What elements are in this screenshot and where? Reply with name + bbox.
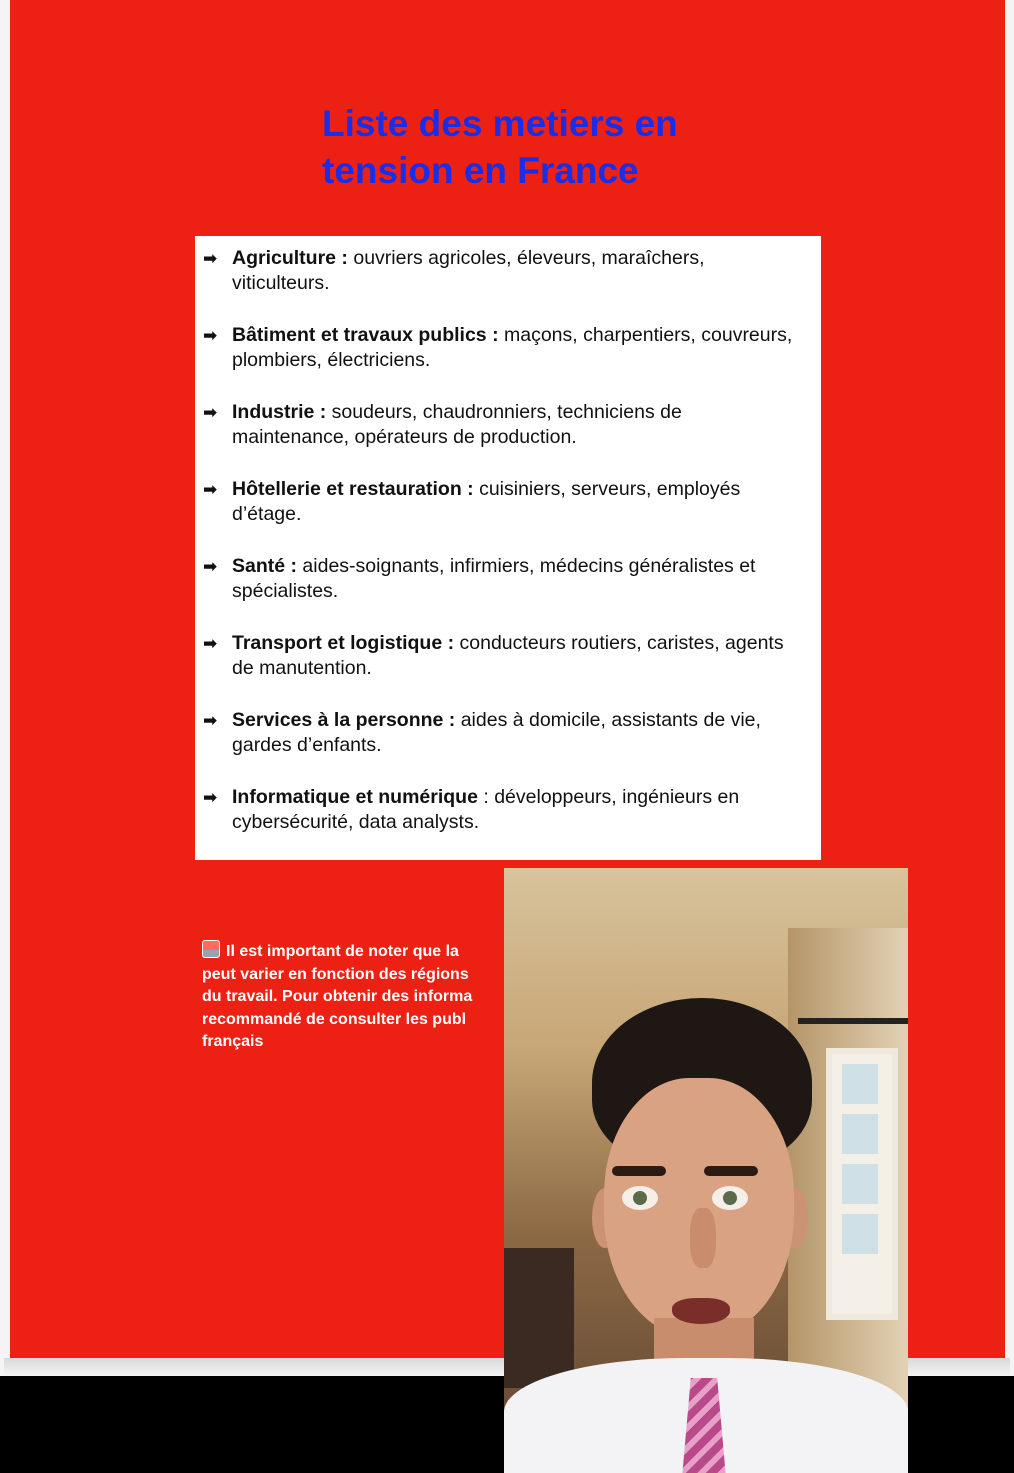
list-item-category: Informatique et numérique — [232, 786, 478, 808]
note-line-2: peut varier en fonction des régions — [202, 965, 469, 983]
slide-title-line-2: tension en France — [322, 150, 639, 191]
list-item-text: soudeurs, chaudronniers, techniciens de maintenance, opérateurs de production. — [232, 401, 682, 448]
list-item-category: Transport et logistique : — [232, 632, 455, 654]
room-fireplace — [504, 1248, 574, 1388]
list-item-text: aides à domicile, assistants de vie, gardes d’enfants. — [232, 709, 761, 756]
list-item-category: Hôtellerie et restauration : — [232, 478, 474, 500]
list-item — [203, 323, 803, 373]
arrow-right-icon: ➡ — [203, 634, 218, 653]
person-webcam-icon — [504, 868, 908, 1473]
list-item-category: Industrie : — [232, 401, 327, 423]
person-eye — [712, 1186, 748, 1210]
arrow-right-icon: ➡ — [203, 711, 218, 730]
note-line-3: du travail. Pour obtenir des informa — [202, 988, 473, 1005]
list-item-category: Services à la personne : — [232, 709, 456, 731]
list-item-category: Agriculture : — [232, 247, 348, 269]
arrow-right-icon: ➡ — [203, 788, 218, 807]
list-item-text: cuisiniers, serveurs, employés d’étage. — [232, 478, 741, 525]
person-mouth — [672, 1298, 730, 1324]
person-brow — [704, 1166, 758, 1176]
list-item-text: : développeurs, ingénieurs en cybersécurité, data analysts. — [232, 786, 740, 833]
curtain-rod — [798, 1018, 908, 1024]
arrow-right-icon: ➡ — [203, 557, 218, 576]
list-item-text: maçons, charpentiers, couvreurs, plombiers, électriciens. — [232, 324, 793, 371]
list-item — [203, 631, 803, 681]
arrow-right-icon: ➡ — [203, 403, 218, 422]
slide-title-line-1: Liste des metiers en — [322, 103, 678, 144]
list-item-text: conducteurs routiers, caristes, agents de manutention. — [232, 632, 784, 679]
person-nose — [690, 1208, 716, 1268]
list-item — [203, 708, 803, 758]
arrow-right-icon: ➡ — [203, 249, 218, 268]
note-line-4: recommandé de consulter les publ — [202, 1010, 467, 1028]
arrow-right-icon: ➡ — [203, 480, 218, 499]
list-item — [203, 477, 803, 527]
note-line-1: Il est important de noter que la — [226, 943, 459, 960]
list-item-text: aides-soignants, infirmiers, médecins généralistes et spécialistes. — [232, 555, 756, 602]
person-brow — [612, 1166, 666, 1176]
list-item — [203, 554, 803, 604]
person-eye — [622, 1186, 658, 1210]
arrow-right-icon: ➡ — [203, 326, 218, 345]
job-list-box — [195, 236, 821, 860]
note-line-5: français — [202, 1033, 264, 1050]
room-window — [826, 1048, 898, 1320]
slide-title — [322, 100, 742, 194]
important-note — [202, 940, 512, 1054]
list-item-category: Santé : — [232, 555, 298, 577]
siren-icon — [202, 940, 220, 958]
list-item-text: ouvriers agricoles, éleveurs, maraîchers, viticulteurs. — [232, 247, 705, 294]
list-item-category: Bâtiment et travaux publics : — [232, 324, 499, 346]
list-item — [203, 246, 803, 296]
list-item — [203, 400, 803, 450]
list-item — [203, 785, 803, 835]
